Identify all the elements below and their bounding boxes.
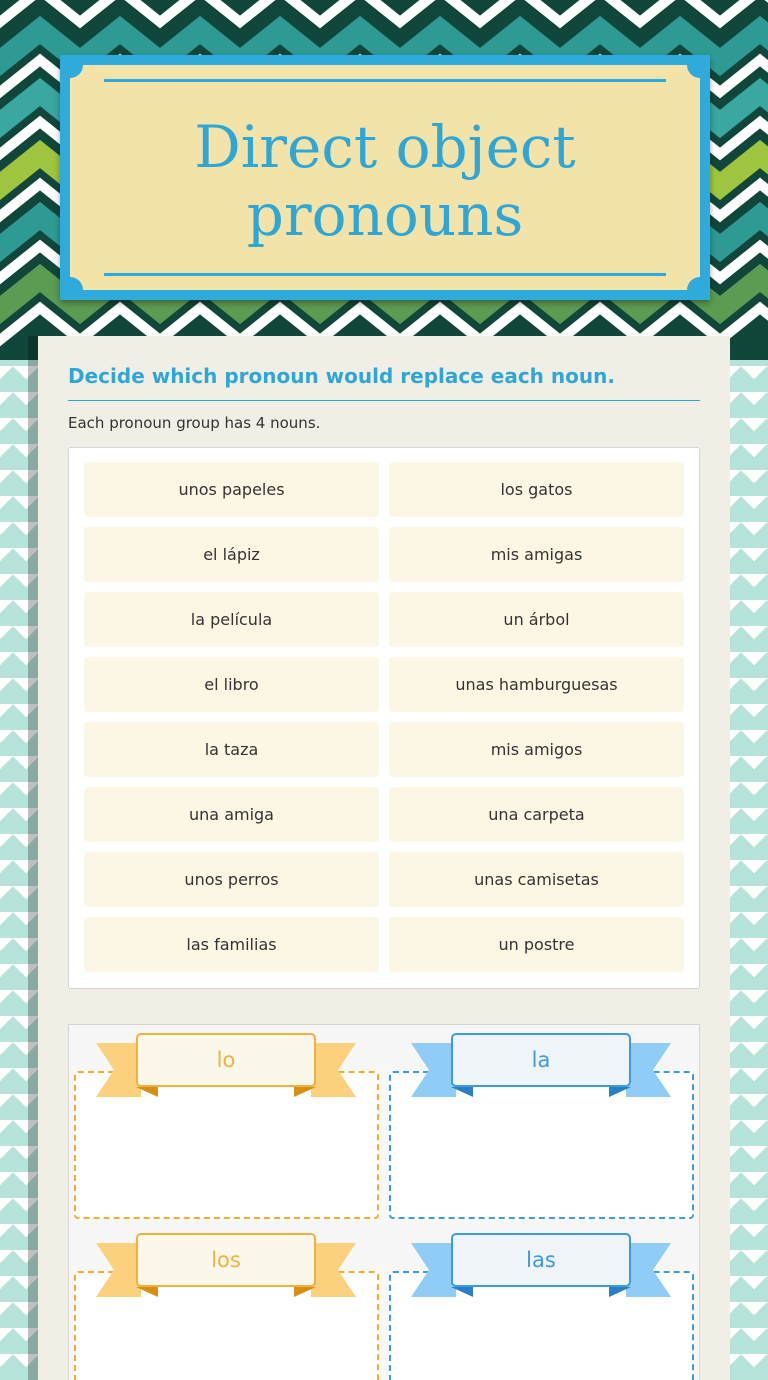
- word-chip[interactable]: unos perros: [84, 852, 379, 907]
- word-chip[interactable]: un postre: [389, 917, 684, 972]
- group-label: los: [136, 1233, 316, 1287]
- ribbon-banner: [96, 1033, 356, 1099]
- word-bank: [68, 447, 700, 989]
- word-chip[interactable]: mis amigas: [389, 527, 684, 582]
- instruction-divider: [68, 400, 700, 401]
- corner-ornament: [70, 277, 83, 290]
- title-card-paper: [70, 65, 700, 290]
- worksheet-panel: [38, 336, 730, 1380]
- ribbon-banner: [411, 1233, 671, 1299]
- page-title: [70, 113, 700, 249]
- title-rule-top: [104, 79, 666, 82]
- word-chip[interactable]: mis amigos: [389, 722, 684, 777]
- word-chip[interactable]: un árbol: [389, 592, 684, 647]
- group-label: lo: [136, 1033, 316, 1087]
- page-title-line-1: Direct object: [194, 113, 576, 181]
- title-card: [60, 55, 710, 300]
- drop-zones: [68, 1024, 700, 1380]
- corner-ornament: [70, 65, 83, 78]
- word-chip[interactable]: unas camisetas: [389, 852, 684, 907]
- group-label: las: [451, 1233, 631, 1287]
- word-chip[interactable]: el libro: [84, 657, 379, 712]
- word-chip[interactable]: una amiga: [84, 787, 379, 842]
- word-chip[interactable]: la película: [84, 592, 379, 647]
- title-rule-bottom: [104, 273, 666, 276]
- corner-ornament: [687, 65, 700, 78]
- word-chip[interactable]: unos papeles: [84, 462, 379, 517]
- instruction-heading: Decide which pronoun would replace each noun.: [68, 364, 615, 388]
- group-label: la: [451, 1033, 631, 1087]
- word-chip[interactable]: una carpeta: [389, 787, 684, 842]
- instruction-subtext: Each pronoun group has 4 nouns.: [68, 414, 321, 432]
- corner-ornament: [687, 277, 700, 290]
- word-chip[interactable]: los gatos: [389, 462, 684, 517]
- page-title-line-2: pronouns: [246, 181, 524, 249]
- word-bank-grid: [84, 462, 684, 972]
- word-chip[interactable]: unas hamburguesas: [389, 657, 684, 712]
- word-chip[interactable]: la taza: [84, 722, 379, 777]
- ribbon-banner: [411, 1033, 671, 1099]
- word-chip[interactable]: el lápiz: [84, 527, 379, 582]
- word-chip[interactable]: las familias: [84, 917, 379, 972]
- ribbon-banner: [96, 1233, 356, 1299]
